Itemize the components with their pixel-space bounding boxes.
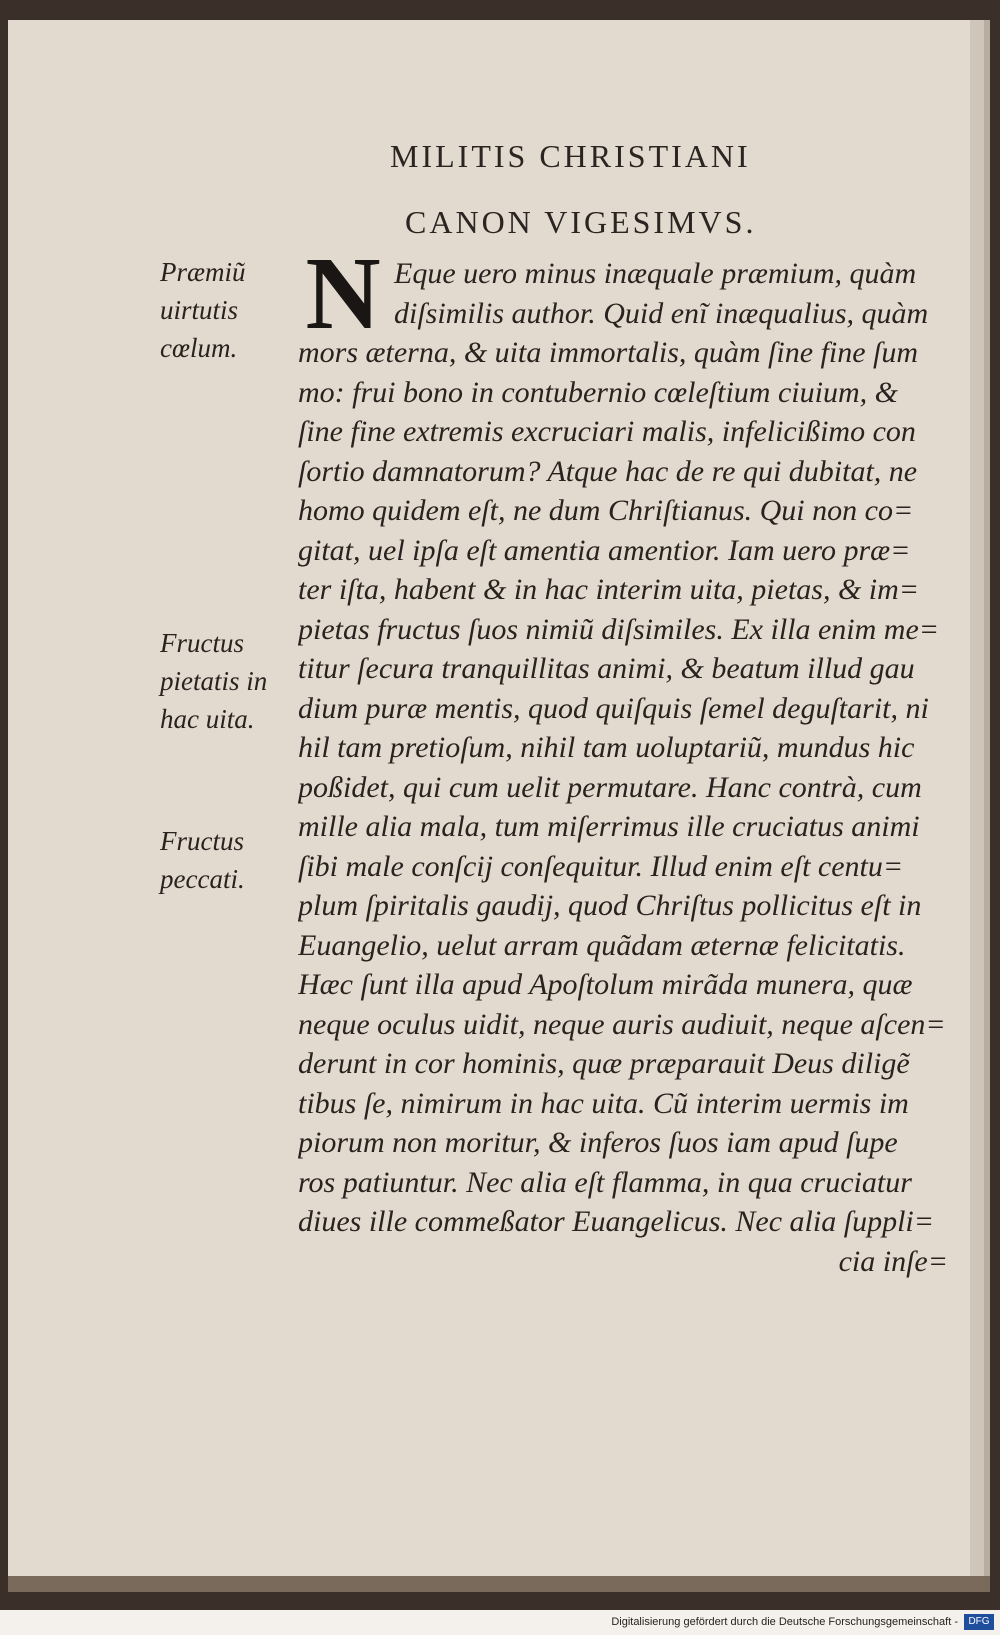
margin-note-piety	[160, 624, 292, 738]
running-head-line-1: MILITIS CHRISTIANI	[390, 138, 751, 174]
catchword: cia inſe=	[838, 1244, 948, 1278]
body-line: diſsimilis author. Quid enĩ inæqualius, quàm	[394, 296, 929, 330]
body-line: Euangelio, uelut arram quãdam æternæ felicitatis.	[298, 928, 906, 962]
body-line: poßidet, qui cum uelit permutare. Hanc contrà, cum	[298, 770, 922, 804]
dfg-logo-icon: DFG	[964, 1614, 994, 1630]
body-line: Hæc ſunt illa apud Apoſtolum mirãda munera, quæ	[298, 968, 913, 1001]
body-line: ſortio damnatorum? Atque hac de re qui dubitat, ne	[298, 454, 918, 488]
body-line: derunt in cor hominis, quæ præparauit Deus diligẽ	[298, 1047, 910, 1080]
body-line: ſibi male conſcij conſequitur. Illud enim eſt centu=	[298, 849, 904, 883]
margin-note-reward	[160, 253, 292, 367]
margin-note-line: uirtutis	[160, 295, 239, 325]
body-line: gitat, uel ipſa eſt amentia amentior. Iam uero præ=	[298, 533, 911, 567]
page-edge	[984, 20, 990, 1576]
margin-note-line: pietatis in	[160, 666, 268, 696]
body-line: dium puræ mentis, quod quiſquis ſemel deguſtarit, ni	[298, 691, 929, 725]
margin-note-line: Fructus	[160, 826, 244, 856]
body-line: mors æterna, & uita immortalis, quàm ſine fine ſum	[298, 336, 919, 369]
body-line: ſine fine extremis excruciari malis, infelicißimo con	[298, 415, 916, 448]
decorated-initial-letter: N	[305, 236, 381, 351]
body-line: piorum non moritur, & inferos ſuos iam apud ſupe	[298, 1126, 898, 1159]
body-line: titur ſecura tranquillitas animi, & beatum illud gau	[298, 652, 915, 685]
body-line: ter iſta, habent & in hac interim uita, pietas, & im=	[298, 573, 920, 606]
margin-note-line: cœlum.	[160, 333, 238, 363]
page-bottom-edge	[8, 1576, 990, 1592]
body-line: diues ille commeßator Euangelicus. Nec alia ſuppli=	[298, 1205, 934, 1238]
digitization-footer	[0, 1610, 1000, 1635]
margin-note-sin	[160, 822, 292, 898]
body-line: homo quidem eſt, ne dum Chriſtianus. Qui non co=	[298, 494, 914, 527]
margin-note-line: Præmiũ	[160, 257, 246, 287]
body-line: Eque uero minus inæquale præmium, quàm	[394, 257, 917, 290]
running-head-line-2: CANON VIGESIMVS.	[405, 204, 757, 240]
margin-note-line: Fructus	[160, 628, 244, 658]
funding-credit: Digitalisierung gefördert durch die Deutsche Forschungsgemeinschaft -	[611, 1616, 958, 1628]
body-line: plum ſpiritalis gaudij, quod Chriſtus pollicitus eſt in	[298, 889, 922, 922]
main-text-block	[298, 254, 948, 1281]
body-line: mo: frui bono in contubernio cœleſtium ciuium, &	[298, 375, 898, 409]
margin-note-line: hac uita.	[160, 704, 255, 734]
body-line: pietas fructus ſuos nimiũ diſsimiles. Ex illa enim me=	[298, 612, 940, 646]
body-line: mille alia mala, tum miſerrimus ille cruciatus animi	[298, 810, 920, 843]
body-line: neque oculus uidit, neque auris audiuit, neque aſcen=	[298, 1007, 946, 1041]
body-line: hil tam pretioſum, nihil tam uoluptariũ, mundus hic	[298, 731, 915, 764]
body-line: tibus ſe, nimirum in hac uita. Cũ interim uermis im	[298, 1086, 909, 1120]
margin-note-line: peccati.	[160, 864, 245, 894]
body-line: ros patiuntur. Nec alia eſt flamma, in qua cruciatur	[298, 1165, 912, 1199]
